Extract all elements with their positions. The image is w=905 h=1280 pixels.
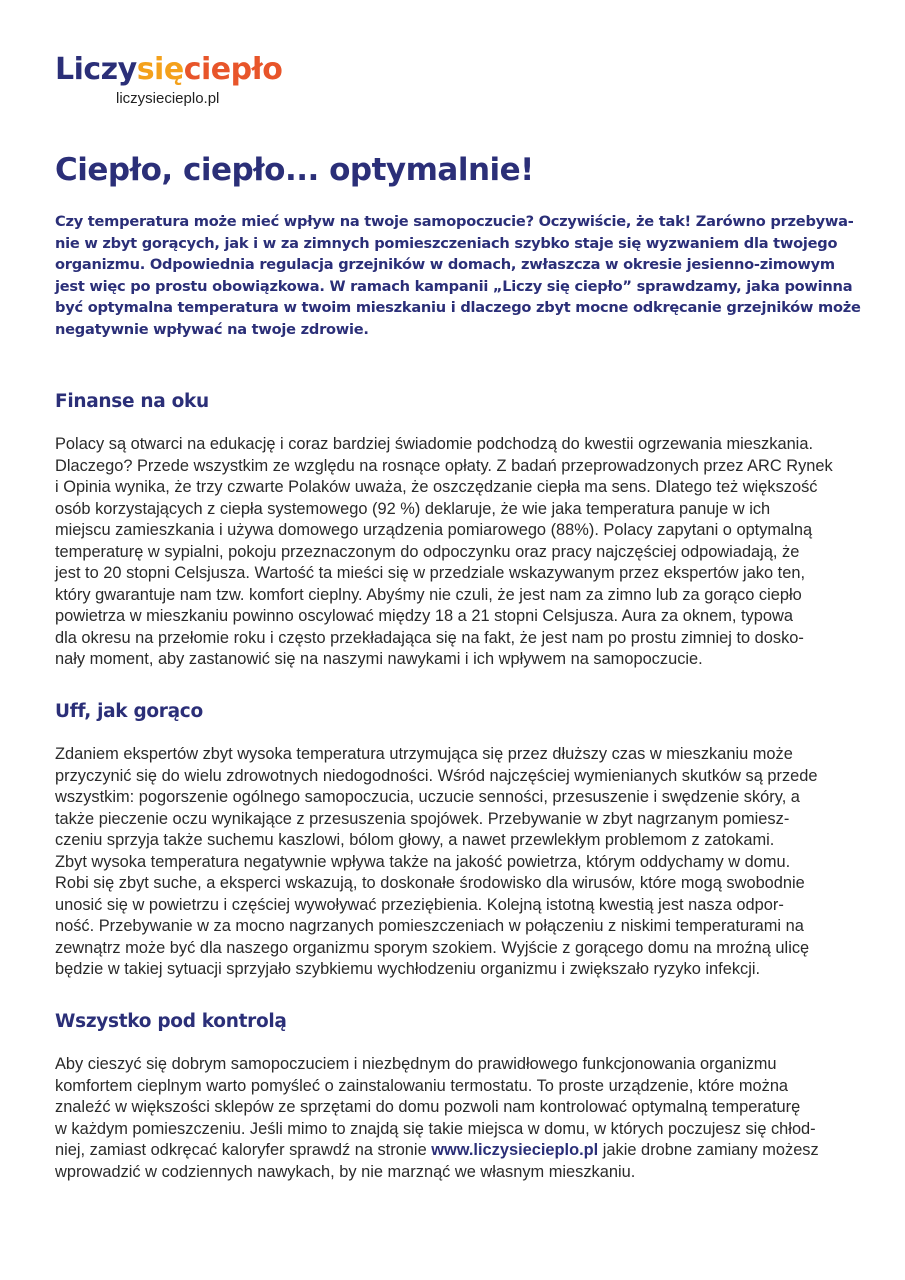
lead-line: jest więc po prostu obowiązkowa. W ramach kampanii „Liczy się ciepło” sprawdzamy, jaka powinna <box>55 277 853 295</box>
lead-line: negatywnie wpływać na twoje zdrowie. <box>55 320 369 338</box>
body-line: także pieczenie oczu wynikające z przesuszenia spojówek. Przebywanie w zbyt nagrzanym pomiesz- <box>55 809 790 828</box>
body-line: nały moment, aby zastanowić się na naszymi nawykami i ich wpływem na samopoczucie. <box>55 650 703 668</box>
logo-wordmark <box>55 52 282 88</box>
body-line: dla okresu na przełomie roku i często przekładająca się na fakt, że jest nam po prostu zimniej to dosko- <box>55 628 804 647</box>
body-line: jest to 20 stopni Celsjusza. Wartość ta mieści się w przedziale wskazywanym przez ekspertów jako ten, <box>55 564 806 582</box>
body-line: osób korzystających z ciepła systemowego (92 %) deklaruje, że wie jaka temperatura panuje w ich <box>55 499 771 518</box>
body-line: znaleźć w większości sklepów ze sprzętami do domu pozwoli nam kontrolować optymalną temperaturę <box>55 1098 801 1116</box>
body-line: Robi się zbyt suche, a eksperci wskazują, to doskonałe środowisko dla wirusów, które mogą swobodnie <box>55 874 805 892</box>
body-line: komfortem cieplnym warto pomyśleć o zainstalowaniu termostatu. To proste urządzenie, które można <box>55 1076 789 1095</box>
link-line-before: niej, zamiast odkręcać kaloryfer sprawdź na stronie <box>55 1141 432 1159</box>
body-line: w każdym pomieszczeniu. Jeśli mimo to znajdą się takie miejsca w domu, w których poczujesz się chłod- <box>55 1119 816 1138</box>
lead-paragraph <box>55 211 861 340</box>
body-line: Zbyt wysoka temperatura negatywnie wpływa także na jakość powietrza, którym oddychamy w domu. <box>55 852 791 871</box>
logo <box>55 52 282 108</box>
body-line: i Opinia wynika, że trzy czwarte Polaków uważa, że oszczędzanie ciepła ma sens. Dlatego też większość <box>55 478 818 496</box>
logo-part-cieplo: ciepło <box>183 52 283 87</box>
body-line: zewnątrz może być dla naszego organizmu sporym szokiem. Wyjście z gorącego domu na mroźną ulicę <box>55 938 810 957</box>
body-line: Aby cieszyć się dobrym samopoczuciem i niezbędnym do prawidłowego funkcjonowania organizmu <box>55 1055 777 1073</box>
body-line: będzie w takiej sytuacji sprzyjało szybkiemu wychłodzeniu organizmu i zwiększało ryzyko infekcji. <box>55 960 761 978</box>
body-line: przyczynić się do wielu zdrowotnych niedogodności. Wśród najczęściej wymienianych skutków są przede <box>55 766 818 785</box>
logo-part-sie: się <box>136 52 184 87</box>
section-body-kontrola <box>55 1054 865 1183</box>
body-line: Zdaniem ekspertów zbyt wysoka temperatura utrzymująca się przez dłuższy czas w mieszkaniu może <box>55 745 793 763</box>
body-line: temperaturę w sypialni, pokoju przeznaczonym do odpoczynku oraz pracy najczęściej odpowiadają, że <box>55 542 800 561</box>
section-heading-uff: Uff, jak gorąco <box>55 701 203 722</box>
body-line: Dlaczego? Przede wszystkim ze względu na rosnące opłaty. Z badań przeprowadzonych przez ARC Rynek <box>55 456 833 475</box>
body-line: powietrza w mieszkaniu powinno oscylować między 18 a 21 stopni Celsjusza. Aura za oknem, typowa <box>55 607 793 625</box>
website-link[interactable]: www.liczysiecieplo.pl <box>431 1141 599 1159</box>
body-line: wszystkim: pogorszenie ogólnego samopoczucia, uczucie senności, przesuszenie i swędzenie skóry, a <box>55 788 800 806</box>
lead-line: nie w zbyt gorących, jak i w za zimnych pomieszczeniach szybko staje się wyzwaniem dla twojego <box>55 234 838 252</box>
body-line: czeniu sprzyja także suchemu kaszlowi, bólom głowy, a nawet przewlekłym problemom z zatokami. <box>55 831 775 849</box>
body-line: wprowadzić w codziennych nawykach, by nie marznąć we własnym mieszkaniu. <box>55 1162 636 1181</box>
body-line: Polacy są otwarci na edukację i coraz bardziej świadomie podchodzą do kwestii ogrzewania mieszkania. <box>55 435 813 453</box>
lead-line: organizmu. Odpowiednia regulacja grzejników w domach, zwłaszcza w okresie jesienno-zimowym <box>55 256 835 273</box>
lead-line: Czy temperatura może mieć wpływ na twoje samopoczucie? Oczywiście, że tak! Zarówno przebywa- <box>55 213 854 230</box>
body-line: miejscu zamieszkania i używa domowego urządzenia pomiarowego (88%). Polacy zapytani o optymalną <box>55 521 813 539</box>
section-heading-kontrola: Wszystko pod kontrolą <box>55 1011 287 1032</box>
section-heading-finanse: Finanse na oku <box>55 391 209 412</box>
body-line: ność. Przebywanie w za mocno nagrzanych pomieszczeniach w połączeniu z niskimi temperaturami na <box>55 917 804 935</box>
body-line: unosić się w powietrzu i częściej wywoływać przeziębienia. Kolejną istotną kwestią jest nasza odpor- <box>55 895 784 914</box>
lead-line: być optymalna temperatura w twoim mieszkaniu i dlaczego zbyt mocne odkręcanie grzejników może <box>55 299 861 316</box>
link-line-after: jakie drobne zamiany możesz <box>598 1141 819 1159</box>
section-body-uff <box>55 744 865 981</box>
body-line: który gwarantuje nam tzw. komfort cieplny. Abyśmy nie czuli, że jest nam za zimno lub za gorąco ciepło <box>55 585 802 604</box>
page-title: Ciepło, ciepło... optymalnie! <box>55 152 534 188</box>
logo-part-liczy: Liczy <box>55 52 137 87</box>
logo-url: liczysiecieplo.pl <box>116 90 220 107</box>
body-line-with-link <box>55 1140 865 1162</box>
section-body-finanse <box>55 434 865 671</box>
